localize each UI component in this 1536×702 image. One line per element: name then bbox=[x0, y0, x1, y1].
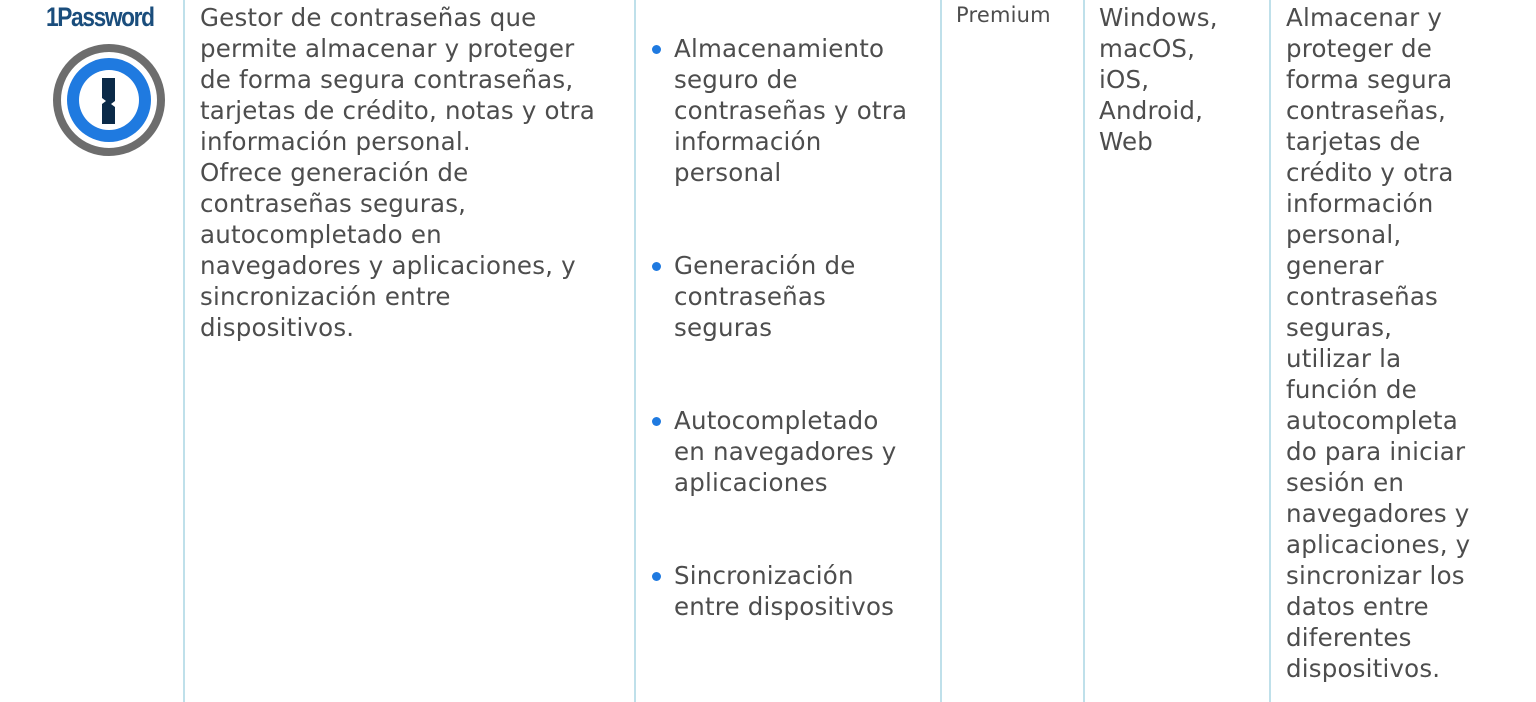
pricing-text: Premium bbox=[956, 3, 1051, 27]
use-case-cell bbox=[1271, 0, 1536, 702]
app-name-cell bbox=[0, 0, 183, 702]
features-list bbox=[650, 2, 935, 684]
app-name: 1Password bbox=[46, 2, 154, 32]
features-cell bbox=[636, 0, 941, 702]
feature-item: Sincronización entre dispositivos bbox=[650, 560, 935, 622]
feature-item: Autocompletado en navegadores y aplicaciones bbox=[650, 405, 935, 498]
platforms-cell bbox=[1085, 0, 1269, 702]
feature-item: Almacenamiento seguro de contraseñas y otra información personal bbox=[650, 33, 935, 188]
description-text: Gestor de contraseñas que permite almacenar y proteger de forma segura contraseñas, tarjetas de crédito, notas y otra información personal. Ofrece generación de contraseñas seguras, autocompletado en navegadores y aplicaciones, y sincronización entre dispositivos. bbox=[200, 3, 596, 342]
pricing-cell bbox=[942, 0, 1083, 702]
feature-item: Generación de contraseñas seguras bbox=[650, 250, 935, 343]
1password-logo-icon bbox=[52, 42, 168, 158]
description-cell bbox=[185, 0, 635, 702]
platforms-text: Windows, macOS, iOS, Android, Web bbox=[1099, 3, 1218, 156]
use-case-text: Almacenar y proteger de forma segura contraseñas, tarjetas de crédito y otra información personal, generar contraseñas seguras, utilizar la función de autocompleta do para iniciar sesión en navegadores y aplicaciones, y sincronizar los datos entre diferentes dispositivos. bbox=[1286, 3, 1471, 683]
